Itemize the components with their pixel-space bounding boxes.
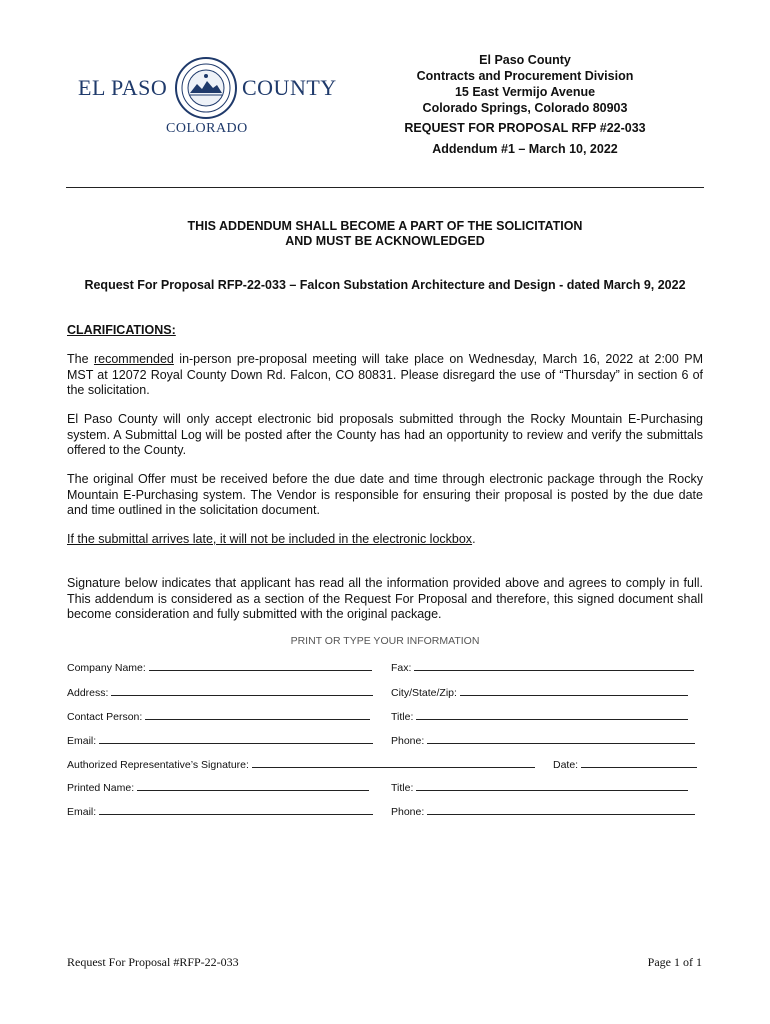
footer-rfp: Request For Proposal #RFP-22-033 (67, 955, 239, 969)
fax-label: Fax: (391, 662, 412, 674)
clarifications-heading (67, 323, 176, 337)
logo-word-right: COUNTY (242, 75, 337, 100)
authorized-signature-line[interactable] (252, 758, 535, 768)
signature-statement: Signature below indicates that applicant has read all the information provided above and agrees to comply in full. This addendum is considered as a section of the Request For Proposal and therefore, this signed document shall become consideration and fully submitted with the original package. (67, 576, 703, 621)
authorized-signature-label: Authorized Representative’s Signature: (67, 759, 249, 771)
date-line[interactable] (581, 758, 697, 768)
printed-name-field[interactable] (67, 781, 369, 794)
p1-post: in-person pre-proposal meeting will take place on Wednesday, March 16, 2022 at 2:00 PM MST at 12072 Royal County Down Rd. Falcon, CO 80831. Please disregard the use of “Thursday” in section 6 of the solicitation. (67, 352, 704, 397)
logo-subtitle: COLORADO (166, 121, 248, 136)
footer-page-number: Page 1 of 1 (647, 955, 702, 969)
header-line-4: Colorado Springs, Colorado 80903 (422, 101, 628, 115)
header-line-1: El Paso County (479, 53, 571, 67)
form-caption: PRINT OR TYPE YOUR INFORMATION (290, 635, 480, 647)
fax-field[interactable] (391, 661, 694, 674)
logo-word-left: EL PASO (78, 75, 168, 100)
phone-line-2[interactable] (427, 805, 695, 815)
authorized-signature-field[interactable] (67, 758, 535, 771)
email-field-1[interactable] (67, 734, 373, 747)
address-line[interactable] (111, 686, 373, 696)
printed-name-line[interactable] (137, 781, 369, 791)
company-name-line[interactable] (149, 661, 372, 671)
company-name-field[interactable] (67, 661, 372, 674)
header-line-2: Contracts and Procurement Division (416, 69, 634, 83)
clarifications-heading-text: CLARIFICATIONS: (67, 323, 176, 337)
title-line-1[interactable] (416, 710, 688, 720)
title-field-2[interactable] (391, 781, 688, 794)
clarification-paragraph-3: The original Offer must be received before the due date and time through electronic package through the Rocky Mountain E-Purchasing system. The Vendor is responsible for ensuring their proposal is posted by the due date and time outlined in the solicitation document. (67, 472, 703, 517)
title-line-2[interactable] (416, 781, 688, 791)
email-line-1[interactable] (99, 734, 373, 744)
contact-person-line[interactable] (145, 710, 370, 720)
county-seal-icon (175, 57, 237, 119)
date-label: Date: (553, 759, 579, 771)
company-name-label: Company Name: (67, 662, 146, 674)
fax-line[interactable] (414, 661, 694, 671)
p4-post: . (472, 532, 476, 546)
phone-field-2[interactable] (391, 805, 695, 818)
phone-field-1[interactable] (391, 734, 695, 747)
title-label-2: Title: (391, 782, 414, 794)
p4-underlined: If the submittal arrives late, it will not be included in the electronic lockbox (67, 532, 473, 546)
address-field[interactable] (67, 686, 373, 699)
county-logo (78, 55, 340, 140)
rfp-subject: Request For Proposal RFP-22-033 – Falcon Substation Architecture and Design - dated March 9, 2022 (84, 278, 686, 292)
date-field[interactable] (553, 758, 697, 771)
clarification-paragraph-1 (67, 352, 703, 399)
contact-person-field[interactable] (67, 710, 370, 723)
phone-line-1[interactable] (427, 734, 695, 744)
notice-line-2: AND MUST BE ACKNOWLEDGED (285, 234, 485, 248)
clarification-paragraph-2: El Paso County will only accept electronic bid proposals submitted through the Rocky Mountain E-Purchasing system. A Submittal Log will be posted after the County has had an opportunity to review and verify the submittals offered to the County. (67, 412, 703, 457)
notice-line-1: THIS ADDENDUM SHALL BECOME A PART OF THE SOLICITATION (187, 219, 583, 233)
addendum-date: Addendum #1 – March 10, 2022 (432, 142, 618, 156)
clarification-paragraph-4 (67, 532, 703, 548)
email-label-1: Email: (67, 735, 97, 747)
p1-underlined: recommended (93, 352, 174, 366)
title-label-1: Title: (391, 711, 414, 723)
city-state-zip-label: City/State/Zip: (391, 687, 457, 699)
p1-pre: The (67, 352, 94, 366)
header-divider (66, 187, 704, 188)
header-address (385, 52, 665, 116)
rfp-number: REQUEST FOR PROPOSAL RFP #22-033 (404, 121, 646, 135)
email-line-2[interactable] (99, 805, 373, 815)
address-label: Address: (67, 687, 109, 699)
email-field-2[interactable] (67, 805, 373, 818)
phone-label-2: Phone: (391, 806, 425, 818)
printed-name-label: Printed Name: (67, 782, 135, 794)
city-state-zip-field[interactable] (391, 686, 688, 699)
header-line-3: 15 East Vermijo Avenue (454, 85, 596, 99)
email-label-2: Email: (67, 806, 97, 818)
title-field-1[interactable] (391, 710, 688, 723)
contact-person-label: Contact Person: (67, 711, 143, 723)
phone-label-1: Phone: (391, 735, 425, 747)
city-state-zip-line[interactable] (460, 686, 688, 696)
